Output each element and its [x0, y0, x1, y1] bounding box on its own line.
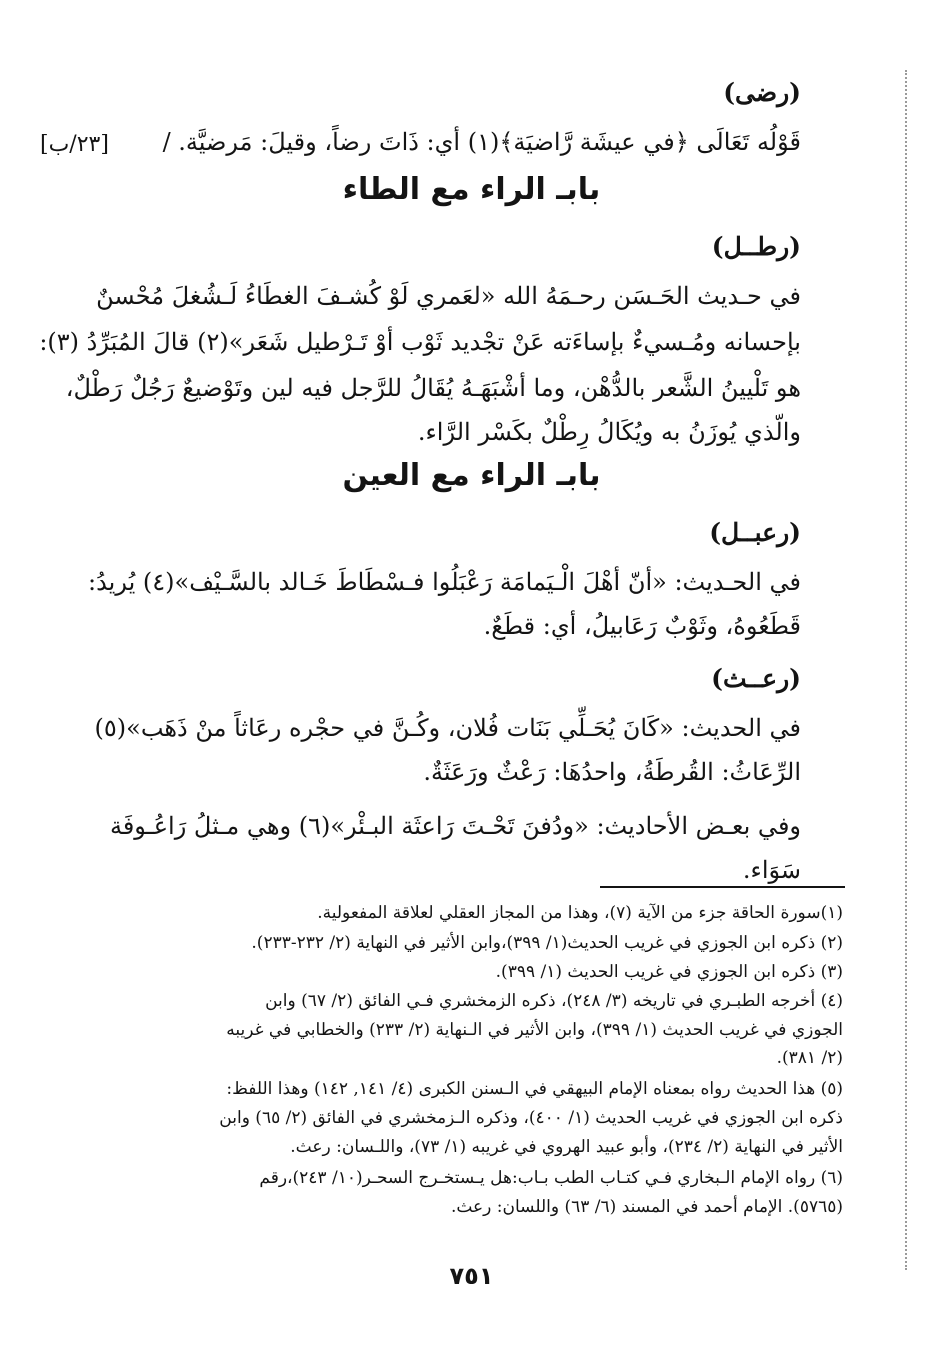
- footnote-line: (٥) هذا الحديث رواه بمعناه الإمام البيهقي في الـسنن الكبرى (٤/ ١٤١, ١٤٢) وهذا اللفظ:: [226, 1079, 843, 1099]
- section-title-raa-taa: بابـ الراء مع الطاء: [342, 172, 601, 207]
- entry-heading-raabal: (رعبــل): [709, 518, 801, 547]
- footnote-line: الأثير في النهاية (٢/ ٢٣٤)، وأبو عبيد الهروي في غريبه (١/ ٧٣)، واللـسان: رعث.: [290, 1137, 843, 1157]
- entry-heading-raath: (رعــث): [711, 664, 801, 693]
- footnote-line: (٢) ذكره ابن الجوزي في غريب الحديث(١/ ٣٩٩)،وابن الأثير في النهاية (٢/ ٢٣٢-٢٣٣).: [251, 933, 843, 953]
- entry-heading-radi: (رضى): [723, 78, 801, 107]
- page-number: ٧٥١: [449, 1262, 494, 1290]
- footnote-line: الجوزي في غريب الحديث (١/ ٣٩٩)، وابن الأثير في الـنهاية (٢/ ٢٣٣) والخطابي في غريبه: [226, 1020, 843, 1040]
- entry-heading-ratl: (رطــل): [711, 232, 801, 261]
- text-line: وفي بعـض الأحاديث: «ودُفنَ تَحْـتَ رَاعثَة البـئْر»(٦) وهي مـثلُ رَاعُـوفَة: [109, 812, 801, 840]
- text-line: في حـديث الحَـسَن رحـمَهُ الله «لعَمري لَوْ كُشـفَ الغطَاءُ لَـشُغلَ مُحْسنٌ: [96, 282, 801, 310]
- text-line: في الحديث: «كَانَ يُحَـلِّي بَنَات فُلان، وكُـنَّ في حجْره رعَاثاً منْ ذَهَب»(٥): [94, 714, 801, 742]
- footnote-line: (١)سورة الحاقة جزء من الآية (٧)، وهذا من المجاز العقلي لعلاقة المفعولية.: [317, 903, 843, 923]
- text-line: في الحـديث: «أنّ أهْلَ الْـيَمامَة رَعْبَلُوا فـسْطَاطَ خَـالد بالسَّـيْف»(٤) يُريدُ:: [88, 568, 801, 596]
- margin-dotted-line: [905, 70, 907, 1270]
- text-line: بإحسانه ومُـسيءٌ بإساءَته عَنْ تجْديد ثَوْب أوْ تَـرْطيل شَعَر»(٢) قالَ المُبَرِّدُ (٣):: [39, 328, 801, 356]
- folio-reference: [٢٣/ب]: [40, 132, 109, 157]
- text-line: قَوْلُه تَعَالَى ﴿في عيشَة رَّاضيَة﴾(١) أي: ذَاتَ رضاً، وقيلَ: مَرضيَّة. /: [162, 128, 801, 156]
- text-line: سَوَاء.: [742, 856, 801, 884]
- footnote-separator: [600, 886, 845, 888]
- footnote-line: ذكره ابن الجوزي في غريب الحديث (١/ ٤٠٠)، وذكره الـزمخشري في الفائق (٢/ ٦٥) وابن: [219, 1108, 843, 1128]
- text-line: والّذي يُوزَنُ به ويُكَالُ رِطْلٌ بكَسْر الرَّاء.: [417, 418, 801, 446]
- footnote-line: (٦) رواه الإمام الـبخاري فـي كتـاب الطب بـاب:هل يـستخـرج السحـر(١٠/ ٢٤٣)،رقم: [259, 1168, 843, 1188]
- section-title-raa-ayn: بابـ الراء مع العين: [342, 458, 601, 493]
- footnote-line: (٢/ ٣٨١).: [776, 1048, 843, 1068]
- footnote-line: (٥٧٦٥). الإمام أحمد في المسند (٦/ ٦٣) واللسان: رعث.: [450, 1197, 843, 1217]
- text-line: هو تَلْيينُ الشَّعر بالدُّهْن، وما أشْبَهَـهُ يُقَالُ للرَّجل فيه لين وتَوْضيعٌ رَجُلٌ رَطْلٌ،: [65, 374, 801, 402]
- text-line: الرِّعَاثُ: القُرطَةُ، واحدُهَا: رَعْثٌ ورَعَثَةٌ.: [423, 758, 801, 786]
- text-line: قَطَعُوهُ، وثَوْبٌ رَعَابيلُ، أي: قطَعٌ.: [483, 612, 801, 640]
- footnote-line: (٣) ذكره ابن الجوزي في غريب الحديث (١/ ٣٩٩).: [495, 962, 843, 982]
- footnote-line: (٤) أخرجه الطبـري في تاريخه (٣/ ٢٤٨)، ذكره الزمخشري فـي الفائق (٢/ ٦٧) وابن: [265, 991, 843, 1011]
